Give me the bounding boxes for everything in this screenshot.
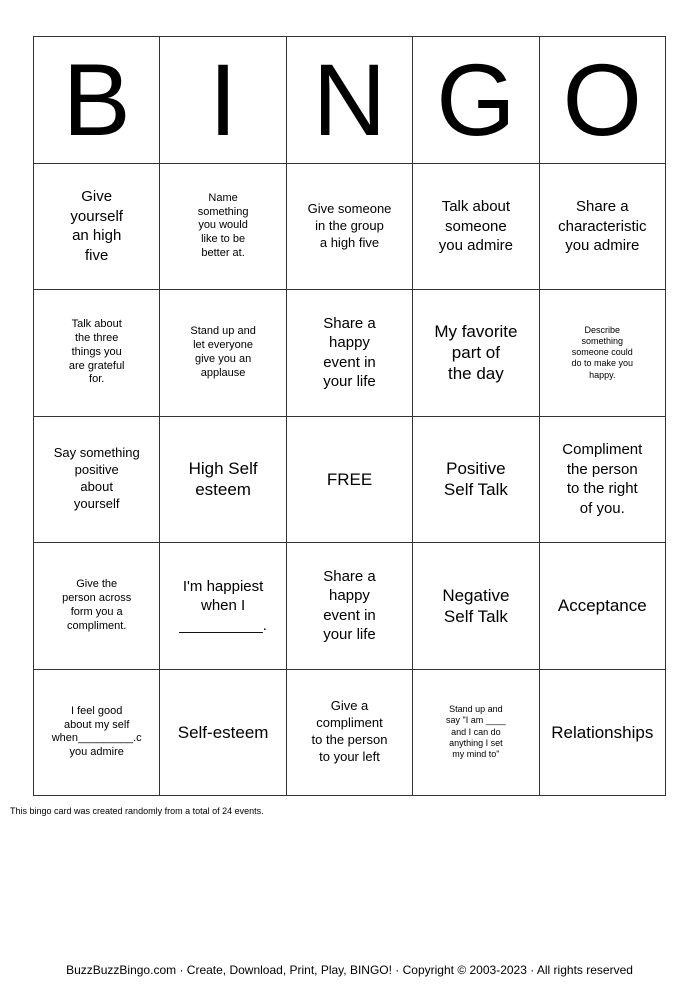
- header-letter: I: [208, 42, 238, 157]
- cell-text: I'm happiest when I __________.: [179, 577, 267, 634]
- bingo-cell: [34, 670, 160, 797]
- bingo-cell: [413, 290, 539, 417]
- cell-text: Talk about someone you admire: [438, 198, 513, 254]
- card-footnote: This bingo card was created randomly from a total of 24 events.: [10, 806, 264, 816]
- bingo-cell: [287, 670, 413, 797]
- cell-text: High Self esteem: [188, 459, 258, 500]
- bingo-cell: [160, 670, 286, 797]
- cell-text: Self-esteem: [177, 722, 269, 742]
- bingo-cell: [540, 417, 666, 544]
- cell-text: Relationships: [551, 722, 654, 742]
- cell-text: Stand up and say "I am ____ and I can do anything I set my mind to": [446, 704, 506, 760]
- cell-text: Compliment the person to the right of you.: [562, 441, 643, 517]
- cell-text: My favorite part of the day: [434, 321, 518, 384]
- cell-text: Share a happy event in your life: [323, 567, 376, 644]
- header-letter: B: [62, 42, 131, 157]
- bingo-cell: [34, 164, 160, 291]
- bingo-cell: [160, 417, 286, 544]
- bingo-cell: [413, 417, 539, 544]
- bingo-cell: [540, 290, 666, 417]
- bingo-cell: [160, 164, 286, 291]
- cell-text: I feel good about my self when_________.c you admire: [51, 704, 142, 758]
- bingo-cell: [413, 670, 539, 797]
- bingo-cell: [34, 543, 160, 670]
- header-letter: N: [312, 42, 387, 157]
- cell-text: Give yourself an high five: [70, 188, 123, 264]
- cell-text: Talk about the three things you are grateful for.: [68, 318, 125, 386]
- header-cell-i: [160, 37, 286, 164]
- header-cell-n: [287, 37, 413, 164]
- cell-text: Negative Self Talk: [442, 585, 510, 626]
- bingo-card: [33, 36, 666, 796]
- cell-text: Stand up and let everyone give you an applause: [190, 325, 256, 379]
- cell-text: Give a compliment to the person to your left: [311, 698, 388, 765]
- free-cell: [287, 417, 413, 544]
- header-letter: O: [562, 42, 642, 157]
- bingo-cell: [540, 164, 666, 291]
- bingo-cell: [34, 290, 160, 417]
- header-cell-o: [540, 37, 666, 164]
- cell-text: Positive Self Talk: [443, 459, 508, 500]
- bingo-cell: [160, 543, 286, 670]
- bingo-cell: [413, 164, 539, 291]
- bingo-cell: [287, 543, 413, 670]
- bingo-cell: [540, 670, 666, 797]
- bingo-cell: [540, 543, 666, 670]
- cell-text: Describe something someone could do to make you happy.: [571, 324, 634, 380]
- bingo-cell: [413, 543, 539, 670]
- cell-text: Share a happy event in your life: [323, 314, 376, 391]
- page-footer: BuzzBuzzBingo.com · Create, Download, Print, Play, BINGO! · Copyright © 2003-2023 · All rights reserved: [66, 963, 633, 977]
- header-cell-b: [34, 37, 160, 164]
- header-letter: G: [436, 42, 516, 157]
- bingo-cell: [34, 417, 160, 544]
- cell-text: FREE: [326, 469, 373, 489]
- cell-text: Give the person across form you a compliment.: [62, 578, 132, 632]
- header-cell-g: [413, 37, 539, 164]
- cell-text: Say something positive about yourself: [53, 445, 140, 512]
- cell-text: Acceptance: [557, 596, 647, 616]
- bingo-cell: [287, 164, 413, 291]
- cell-text: Share a characteristic you admire: [558, 198, 647, 254]
- bingo-cell: [287, 290, 413, 417]
- cell-text: Give someone in the group a high five: [307, 200, 392, 250]
- cell-text: Name something you would like to be better at.: [197, 191, 249, 259]
- bingo-cell: [160, 290, 286, 417]
